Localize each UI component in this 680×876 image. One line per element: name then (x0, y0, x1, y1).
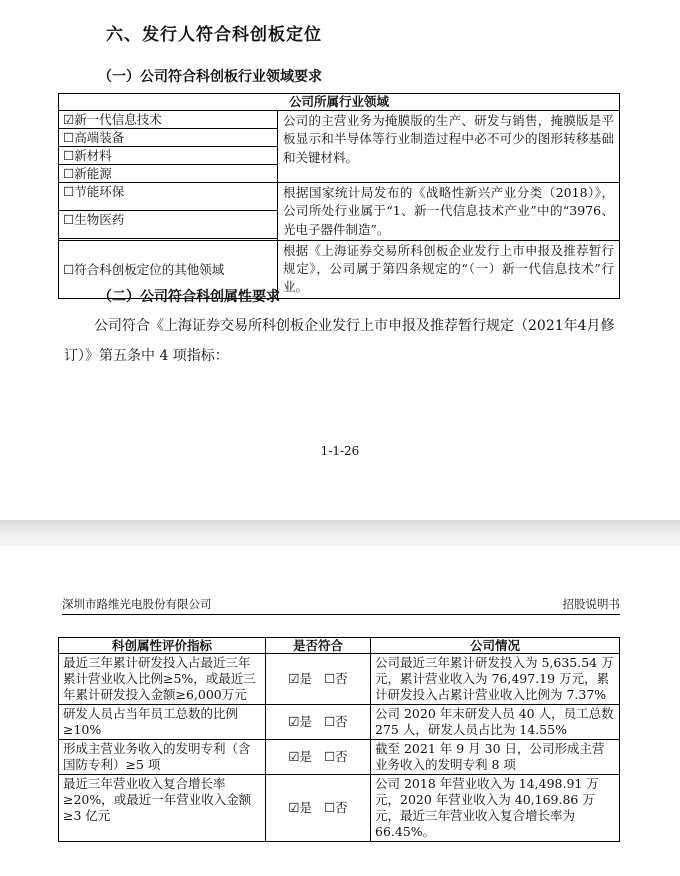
table-row (59, 654, 620, 705)
yes-label: 是 (299, 714, 313, 729)
no-label: 否 (335, 749, 348, 764)
industry-option: ☐新材料 (59, 147, 278, 165)
industry-option: ☐符合科创板定位的其他领域 (59, 240, 278, 298)
yes-label: 是 (299, 749, 313, 764)
industry-table-header: 公司所属行业领域 (59, 94, 620, 111)
subsection-title-industry: （一）公司符合科创板行业领域要求 (98, 69, 322, 85)
column-header-compliance: 是否符合 (266, 638, 371, 654)
table-row (59, 775, 620, 842)
page-separator (0, 520, 680, 546)
checked-box-icon: ☑ (288, 749, 300, 764)
industry-option: ☐高端装备 (59, 129, 278, 147)
document-page-2 (0, 546, 680, 876)
industry-description-classification: 根据国家统计局发布的《战略性新兴产业分类（2018）》，公司所处行业属于“1、新一代信息技术产业”中的“3976、光电子器件制造”。 (278, 183, 620, 241)
unchecked-box-icon: ☐ (323, 671, 336, 686)
page-number: 1-1-26 (320, 444, 360, 458)
situation-cell: 公司最近三年累计研发投入为 5,635.54 万元，累计营业收入为 76,497.19 万元，累计研发投入占累计营业收入比例为 7.37% (371, 654, 620, 705)
indicator-cell: 最近三年累计研发投入占最近三年累计营业收入比例≥5%，或最近三年累计研发投入金额≥6,000万元 (59, 654, 266, 705)
no-label: 否 (335, 714, 348, 729)
situation-cell: 公司 2020 年末研发人员 40 人，员工总数 275 人，研发人员占比为 14.55% (371, 705, 620, 740)
checked-box-icon: ☑ (288, 671, 300, 686)
table-row (59, 740, 620, 775)
attributes-table (58, 637, 620, 842)
compliance-cell (266, 705, 371, 740)
industry-option: ☐新能源 (59, 165, 278, 183)
industry-option: ☐节能环保 (59, 183, 278, 211)
table-row (59, 705, 620, 740)
company-name: 深圳市路维光电股份有限公司 (62, 597, 212, 611)
situation-cell: 公司 2018 年营业收入为 14,498.91 万元，2020 年营业收入为 40,169.86 万元，最近三年营业收入复合增长率为 66.45%。 (371, 775, 620, 842)
compliance-cell (266, 740, 371, 775)
subsection-title-attributes: （二）公司符合科创属性要求 (98, 289, 280, 305)
compliance-cell (266, 775, 371, 842)
body-paragraph: 公司符合《上海证券交易所科创板企业发行上市申报及推荐暂行规定（2021年4月修订）》第五条中 4 项指标： (64, 318, 615, 364)
unchecked-box-icon: ☐ (323, 749, 336, 764)
situation-cell: 截至 2021 年 9 月 30 日，公司形成主营业务收入的发明专利 8 项 (371, 740, 620, 775)
industry-description-regulation: 根据《上海证券交易所科创板企业发行上市申报及推荐暂行规定》，公司属于第四条规定的“（一）新一代信息技术”行业。 (278, 240, 620, 298)
unchecked-box-icon: ☐ (323, 800, 336, 815)
yes-label: 是 (299, 671, 313, 686)
running-header (62, 596, 620, 615)
indicator-cell: 研发人员占当年员工总数的比例≥10% (59, 705, 266, 740)
column-header-indicator: 科创属性评价指标 (59, 638, 266, 654)
no-label: 否 (335, 671, 348, 686)
indicator-cell: 形成主营业务收入的发明专利（含国防专利）≥5 项 (59, 740, 266, 775)
industry-description-business: 公司的主营业务为掩膜版的生产、研发与销售，掩膜版是平板显示和半导体等行业制造过程中必不可少的图形转移基础和关键材料。 (278, 111, 620, 183)
industry-option: ☐生物医药 (59, 211, 278, 239)
industry-table (58, 93, 620, 299)
checked-box-icon: ☑ (288, 714, 300, 729)
checked-box-icon: ☑ (288, 800, 300, 815)
no-label: 否 (335, 800, 348, 815)
industry-option: ☑新一代信息技术 (59, 111, 278, 129)
document-type: 招股说明书 (562, 597, 620, 611)
yes-label: 是 (299, 800, 313, 815)
column-header-situation: 公司情况 (371, 638, 620, 654)
unchecked-box-icon: ☐ (323, 714, 336, 729)
section-title: 六、发行人符合科创板定位 (106, 25, 322, 45)
indicator-cell: 最近三年营业收入复合增长率≥20%，或最近一年营业收入金额≥3 亿元 (59, 775, 266, 842)
compliance-cell (266, 654, 371, 705)
